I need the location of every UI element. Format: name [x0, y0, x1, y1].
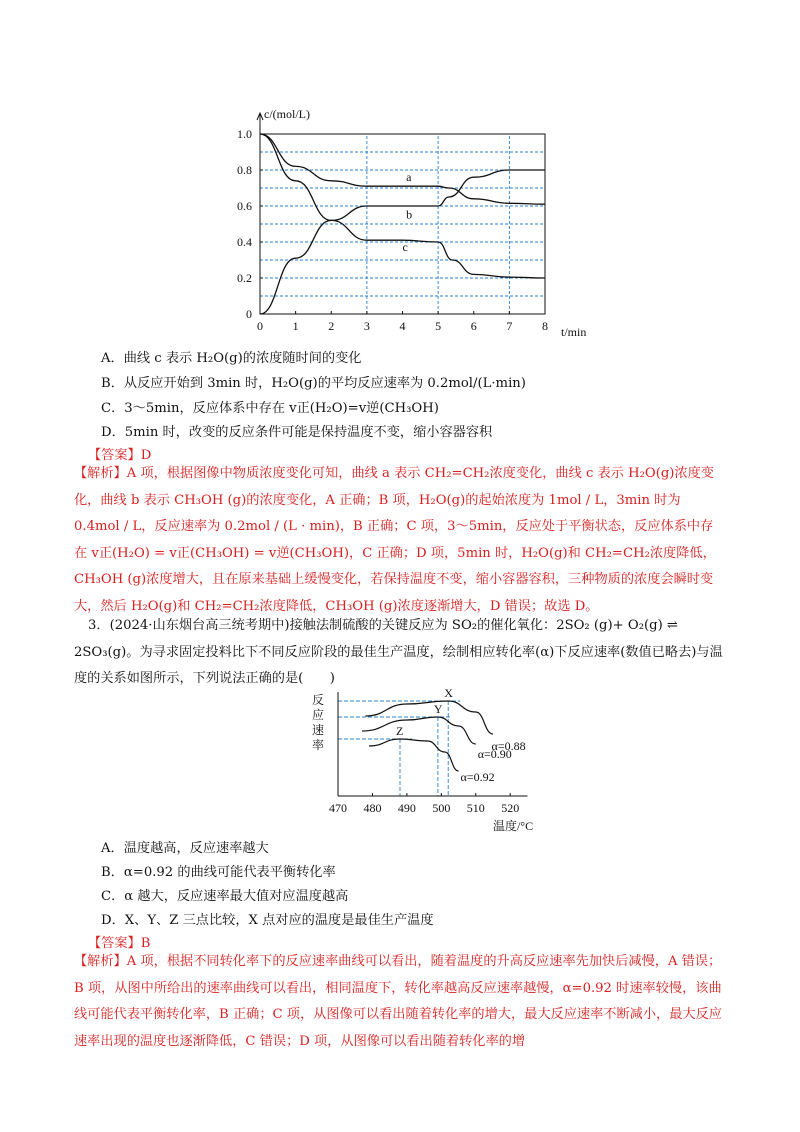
- series-label-b: b: [406, 207, 413, 222]
- y-axis-label-char: 率: [311, 738, 325, 752]
- y-tick-label: 0.8: [237, 163, 252, 177]
- y-tick-label: 0.2: [237, 271, 252, 285]
- x-tick-label: 3: [363, 319, 370, 333]
- q3-option-b[interactable]: B．α=0.92 的曲线可能代表平衡转化率: [101, 865, 336, 880]
- x-axis-label: t/min: [561, 325, 587, 339]
- peak-label: X: [444, 686, 453, 700]
- series-label-c: c: [402, 240, 408, 254]
- rate-temperature-chart: [300, 682, 550, 832]
- series-label: α=0.90: [477, 747, 512, 761]
- q3-stem: 3．(2024·山东烟台高三统考期中)接触法制硫酸的关键反应为 SO₂的催化氧化：2SO₂ (g)+ O₂(g) ⇌ 2SO₃(g)。为寻求固定投料比下不同反应阶段的最佳生产温度，绘制相应转化率(α)下反应速率(数值已略去)与温度的关系如图所示，下列说法正确的是( ): [74, 618, 723, 686]
- peak-label: Z: [395, 724, 404, 738]
- x-tick-label: 6: [470, 319, 477, 333]
- x-tick-label: 500: [432, 801, 451, 815]
- y-axis-label-char: 速: [311, 723, 325, 737]
- y-tick-label: 0.6: [237, 199, 252, 213]
- x-tick-label: 510: [466, 801, 485, 815]
- x-axis-label: 温度/°C: [492, 819, 534, 832]
- series-label-a: a: [406, 169, 412, 184]
- concentration-time-chart: [236, 98, 606, 350]
- q2-option-d[interactable]: D．5min 时，改变的反应条件可能是保持温度不变，缩小容器容积: [101, 425, 493, 440]
- x-tick-label: 490: [397, 801, 416, 815]
- x-tick-label: 7: [506, 319, 513, 333]
- q2-option-b[interactable]: B．从反应开始到 3min 时，H₂O(g)的平均反应速率为 0.2mol/(L·min): [101, 376, 526, 391]
- x-tick-label: 470: [329, 801, 347, 815]
- peak-label: Y: [433, 702, 443, 716]
- x-tick-label: 5: [435, 319, 442, 333]
- y-axis-label: c/(mol/L): [264, 107, 310, 121]
- y-tick-label: 0.4: [237, 235, 252, 249]
- q2-option-c[interactable]: C．3～5min，反应体系中存在 v正(H₂O)=v逆(CH₃OH): [101, 401, 439, 416]
- rate-curve: [362, 717, 476, 744]
- rate-curve: [369, 739, 459, 771]
- x-tick-label: 2: [328, 319, 335, 333]
- q2-option-a[interactable]: A．曲线 c 表示 H₂O(g)的浓度随时间的变化: [101, 351, 362, 366]
- q3-option-d[interactable]: D．X、Y、Z 三点比较，X 点对应的温度是最佳生产温度: [101, 913, 434, 928]
- x-tick-label: 8: [542, 319, 548, 333]
- x-tick-label: 520: [501, 801, 520, 815]
- y-tick-label: 0: [246, 307, 252, 321]
- q2-analysis: 【解析】A 项，根据图像中物质浓度变化可知，曲线 a 表示 CH₂=CH₂浓度变化，曲线 c 表示 H₂O(g)浓度变化，曲线 b 表示 CH₃OH (g)的浓度变化，A 正确；B 项，H₂O(g)的起始浓度为 1mol / L，3min 时为 0.4mol / L，反应速率为 0.2mol / (L · min)，B 正确；C 项，3～5min，反应处于平衡状态，反应体系中存在 v正(H₂O) = v正(CH₃OH) = v逆(CH₃OH)，C 正确；D 项，5min 时，H₂O(g)和 CH₂=CH₂浓度降低，CH₃OH (g)浓度增大，且在原来基础上缓慢变化，若保持温度不变，缩小容器容积，三种物质的浓度会瞬时变大，然后 H₂O(g)和 CH₂=CH₂浓度降低，CH₃OH (g)浓度逐渐增大，D 错误；故选 D。: [74, 466, 716, 614]
- x-tick-label: 1: [292, 319, 299, 333]
- x-tick-label: 0: [257, 319, 263, 333]
- q3-option-c[interactable]: C．α 越大，反应速率最大值对应温度越高: [101, 889, 349, 904]
- q3-answer: 【答案】B: [88, 936, 151, 951]
- y-axis-label-char: 应: [311, 708, 325, 722]
- y-axis-label-char: 反: [311, 693, 325, 707]
- x-tick-label: 4: [399, 319, 406, 333]
- q3-option-a[interactable]: A．温度越高，反应速率越大: [101, 841, 269, 856]
- x-tick-label: 480: [363, 801, 382, 815]
- y-tick-label: 1.0: [237, 127, 252, 141]
- series-line-a: [260, 134, 545, 204]
- series-label: α=0.88: [491, 739, 526, 753]
- q2-answer: 【答案】D: [88, 448, 152, 463]
- q3-analysis: 【解析】A 项，根据不同转化率下的反应速率曲线可以看出，随着温度的升高反应速率先加快后减慢，A 错误；B 项，从图中所给出的速率曲线可以看出，相同温度下，转化率越高反应速率越慢，α=0.92 时速率较慢，该曲线可能代表平衡转化率，B 正确；C 项，从图像可以看出随着转化率的增大，最大反应速率不断减小，最大反应速率出现的温度也逐渐降低，C 错误；D 项，从图像可以看出随着转化率的增: [74, 954, 722, 1049]
- series-label: α=0.92: [460, 770, 495, 784]
